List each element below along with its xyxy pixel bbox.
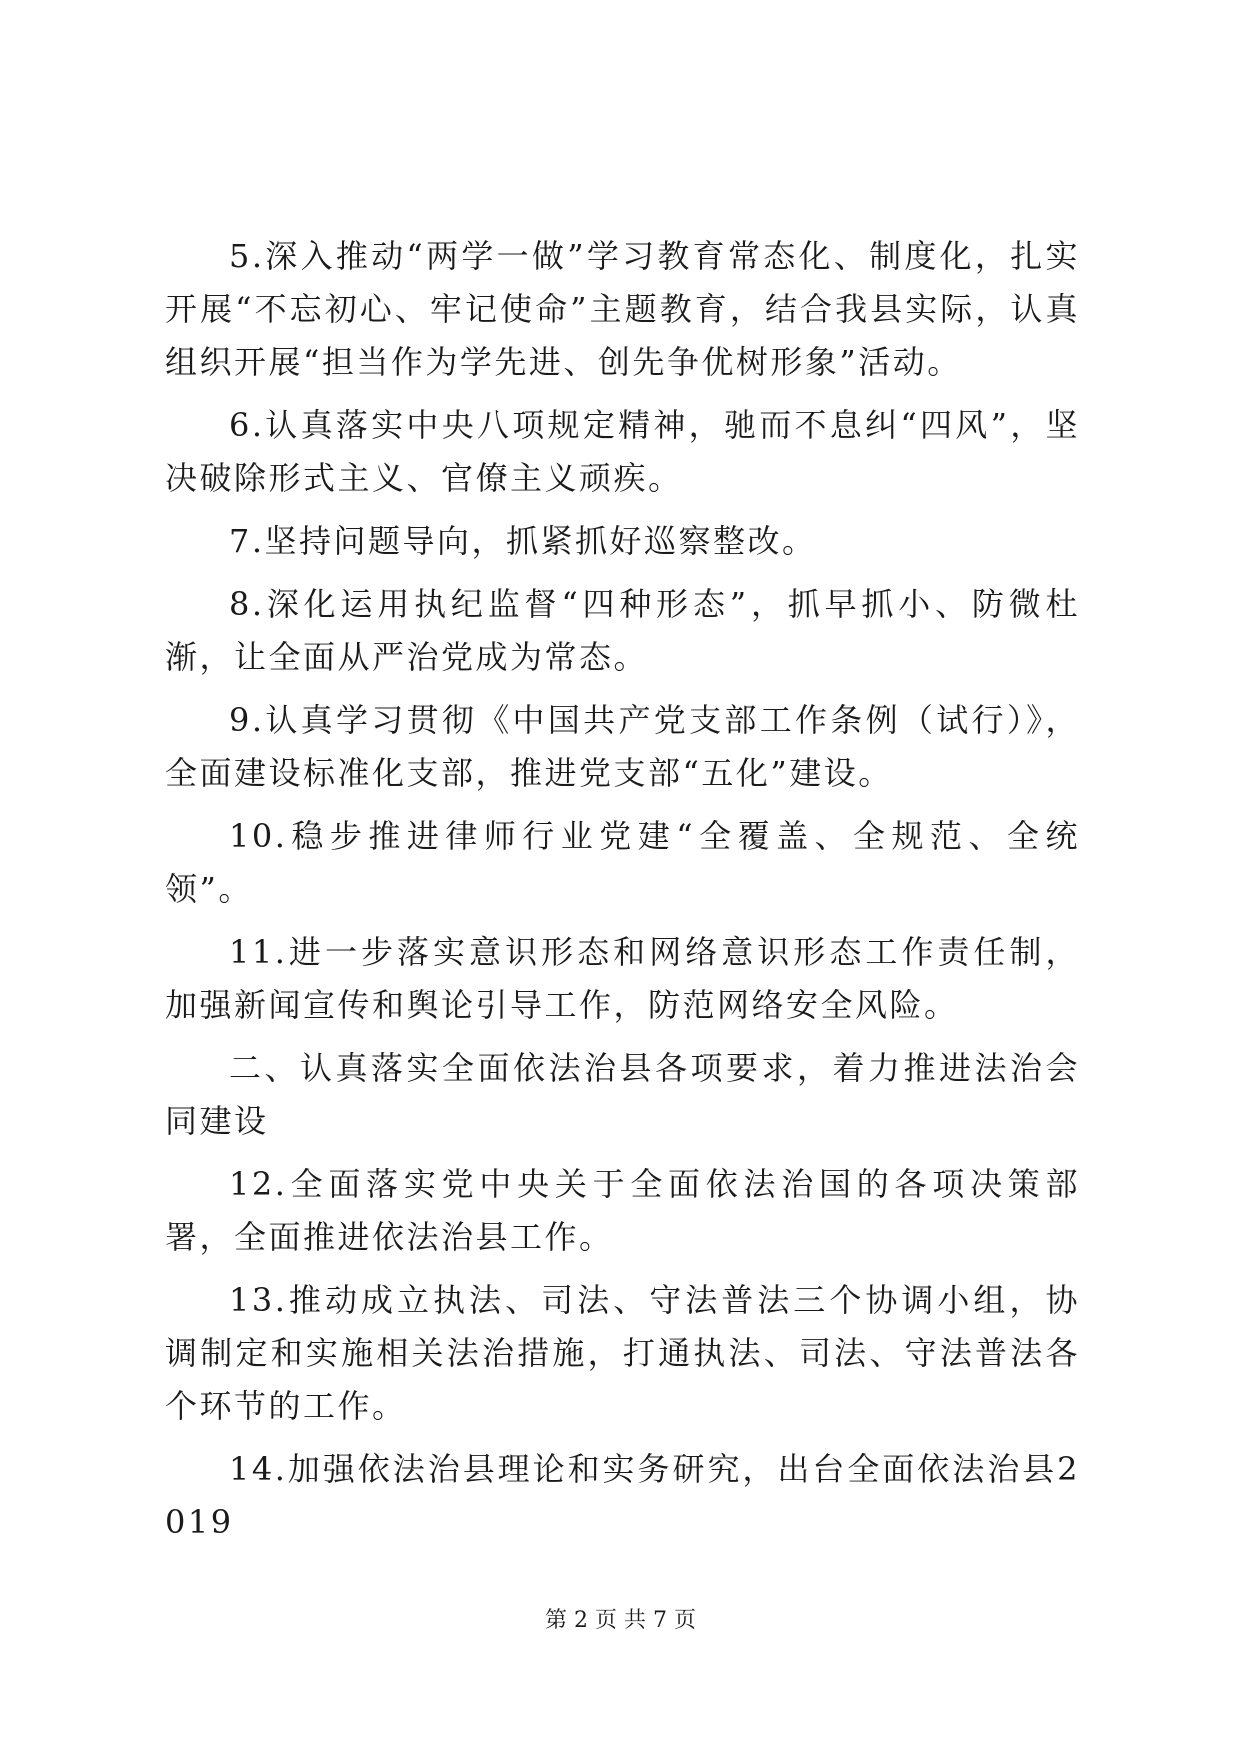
document-body <box>165 230 1080 1559</box>
paragraph-item-14: 14.加强依法治县理论和实务研究，出台全面依法治县2019 <box>165 1450 1080 1541</box>
paragraph-item-12: 12.全面落实党中央关于全面依法治国的各项决策部署，全面推进依法治县工作。 <box>165 1165 1080 1256</box>
page-number-footer: 第 2 页 共 7 页 <box>545 1608 696 1633</box>
paragraph-item-7: 7.坚持问题导向，抓紧抓好巡察整改。 <box>229 522 817 560</box>
paragraph-item-9: 9.认真学习贯彻《中国共产党支部工作条例（试行）》，全面建设标准化支部，推进党支部“五化”建设。 <box>165 701 1080 792</box>
paragraph-item-5: 5.深入推动“两学一做”学习教育常态化、制度化，扎实开展“不忘初心、牢记使命”主题教育，结合我县实际，认真组织开展“担当作为学先进、创先争优树形象”活动。 <box>165 237 1080 381</box>
paragraph-item-13: 13.推动成立执法、司法、守法普法三个协调小组，协调制定和实施相关法治措施，打通执法、司法、守法普法各个环节的工作。 <box>165 1281 1080 1425</box>
paragraph-item-6: 6.认真落实中央八项规定精神，驰而不息纠“四风”，坚决破除形式主义、官僚主义顽疾。 <box>165 406 1080 497</box>
paragraph-item-10: 10.稳步推进律师行业党建“全覆盖、全规范、全统领”。 <box>165 817 1080 908</box>
paragraph-item-8: 8.深化运用执纪监督“四种形态”，抓早抓小、防微杜渐，让全面从严治党成为常态。 <box>165 585 1080 676</box>
paragraph-item-11: 11.进一步落实意识形态和网络意识形态工作责任制，加强新闻宣传和舆论引导工作，防范网络安全风险。 <box>165 933 1080 1024</box>
section-heading-2: 二、认真落实全面依法治县各项要求，着力推进法治会同建设 <box>165 1049 1080 1140</box>
